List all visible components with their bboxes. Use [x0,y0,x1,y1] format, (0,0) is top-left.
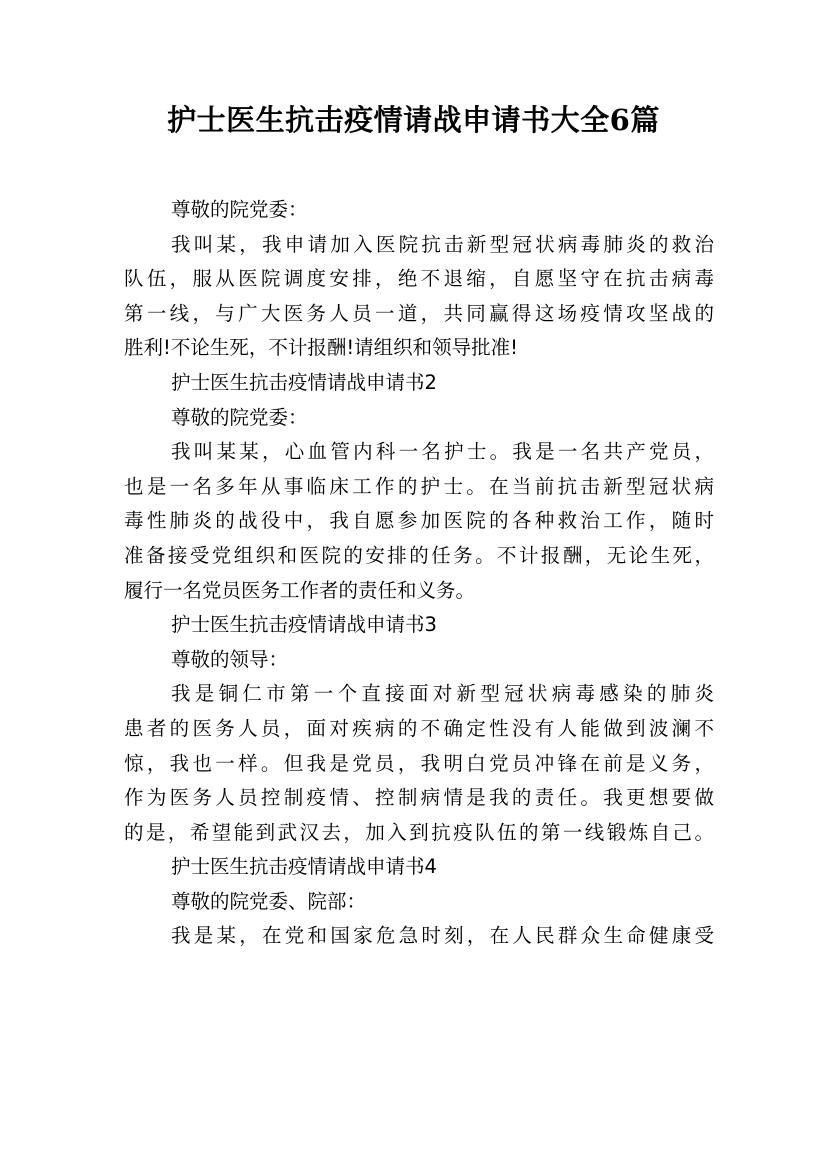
document-body [124,193,714,954]
text-line: 护士医生抗击疫情请战申请书2 [171,370,437,394]
text-line: 胜利!不论生死，不计报酬!请组织和领导批准! [124,336,518,360]
text-line: 我叫某某，心血管内科一名护士。我是一名共产党员， [171,440,714,464]
text-line: 毒性肺炎的战役中，我自愿参加医院的各种救治工作，随时 [124,509,714,533]
text-line: 我叫某，我申请加入医院抗击新型冠状病毒肺炎的救治 [171,232,714,256]
text-line: 护士医生抗击疫情请战申请书4 [171,855,437,879]
text-line: 也是一名多年从事临床工作的护士。在当前抗击新型冠状病 [124,474,714,498]
text-line: 尊敬的院党委： [171,405,308,429]
text-line: 尊敬的院党委、院部： [171,889,367,913]
text-line: 护士医生抗击疫情请战申请书3 [171,613,437,637]
text-line: 我是铜仁市第一个直接面对新型冠状病毒感染的肺炎 [171,682,714,706]
text-line: 我是某，在党和国家危急时刻，在人民群众生命健康受 [171,924,714,948]
text-line: 履行一名党员医务工作者的责任和义务。 [124,578,476,602]
text-line: 作为医务人员控制疫情、控制病情是我的责任。我更想要做 [124,786,714,810]
document-title: 护士医生抗击疫情请战申请书大全6篇 [167,103,660,137]
text-line: 准备接受党组织和医院的安排的任务。不计报酬，无论生死， [124,543,714,567]
text-line: 第一线，与广大医务人员一道，共同赢得这场疫情攻坚战的 [124,301,714,325]
text-line: 患者的医务人员，面对疾病的不确定性没有人能做到波澜不 [124,716,714,740]
text-line: 的是，希望能到武汉去，加入到抗疫队伍的第一线锻炼自己。 [124,820,714,844]
text-line: 尊敬的院党委： [171,198,308,221]
text-line: 惊，我也一样。但我是党员，我明白党员冲锋在前是义务， [124,751,714,775]
text-line: 队伍，服从医院调度安排，绝不退缩，自愿坚守在抗击病毒 [124,267,714,291]
text-line: 尊敬的领导： [171,647,289,671]
